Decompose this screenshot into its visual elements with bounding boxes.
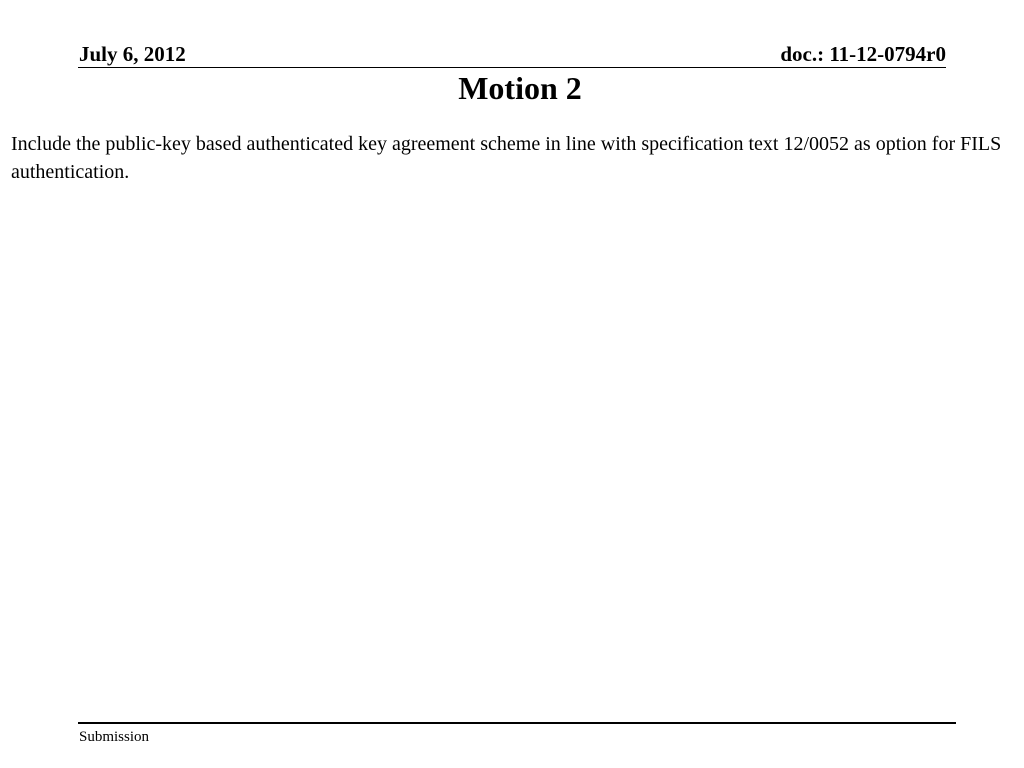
- footer-divider: [78, 722, 956, 724]
- slide-title: Motion 2: [458, 70, 582, 106]
- header-doc-id: doc.: 11-12-0794r0: [780, 42, 946, 66]
- footer-label: Submission: [79, 729, 150, 745]
- header-date: July 6, 2012: [79, 42, 186, 66]
- slide-body-text: Include the public-key based authenticated key agreement scheme in line with specification text 12/0052 as option for FILS authentication.: [11, 133, 1002, 183]
